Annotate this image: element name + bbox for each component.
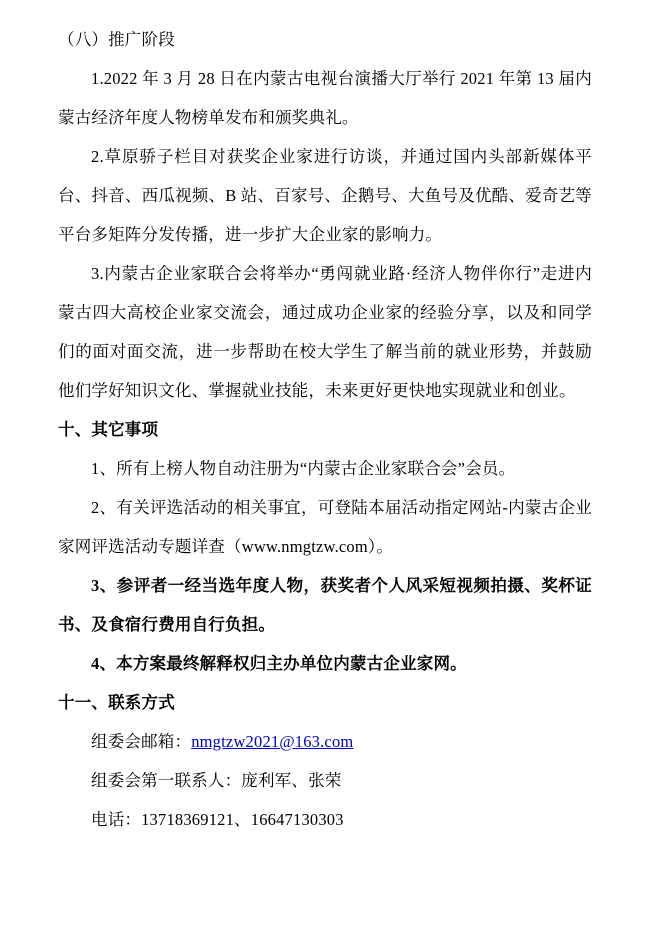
promotion-item-1: 1.2022 年 3 月 28 日在内蒙古电视台演播大厅举行 2021 年第 13 届内蒙古经济年度人物榜单发布和颁奖典礼。	[58, 69, 592, 127]
other-item-1: 1、所有上榜人物自动注册为“内蒙古企业家联合会”会员。	[91, 459, 516, 478]
section-heading-promotion: （八）推广阶段	[58, 30, 175, 49]
contact-email-link[interactable]: nmgtzw2021@163.com	[191, 732, 354, 751]
contact-email-line	[58, 722, 592, 761]
contact-first-person-line: 组委会第一联系人：庞利军、张荣	[91, 771, 342, 790]
promotion-item-3: 3.内蒙古企业家联合会将举办“勇闯就业路·经济人物伴你行”走进内蒙古四大高校企业家交流会，通过成功企业家的经验分享，以及和同学们的面对面交流，进一步帮助在校大学生了解当前的就业形势，并鼓励他们学好知识文化、掌握就业技能，未来更好更快地实现就业和创业。	[58, 264, 592, 400]
other-item-4: 4、本方案最终解释权归主办单位内蒙古企业家网。	[91, 654, 467, 673]
section-heading-other: 十、其它事项	[58, 420, 159, 439]
contact-phone-line: 电话：13718369121、16647130303	[91, 810, 344, 829]
section-heading-contact: 十一、联系方式	[58, 693, 175, 712]
other-item-2: 2、有关评选活动的相关事宜，可登陆本届活动指定网站-内蒙古企业家网评选活动专题详查（www.nmgtzw.com）。	[58, 498, 592, 556]
promotion-item-2: 2.草原骄子栏目对获奖企业家进行访谈，并通过国内头部新媒体平台、抖音、西瓜视频、B 站、百家号、企鹅号、大鱼号及优酷、爱奇艺等平台多矩阵分发传播，进一步扩大企业家的影响力。	[58, 147, 592, 244]
other-item-3: 3、参评者一经当选年度人物，获奖者个人风采短视频拍摄、奖杯证书、及食宿行费用自行负担。	[58, 576, 592, 634]
contact-email-label: 组委会邮箱：	[91, 732, 192, 751]
